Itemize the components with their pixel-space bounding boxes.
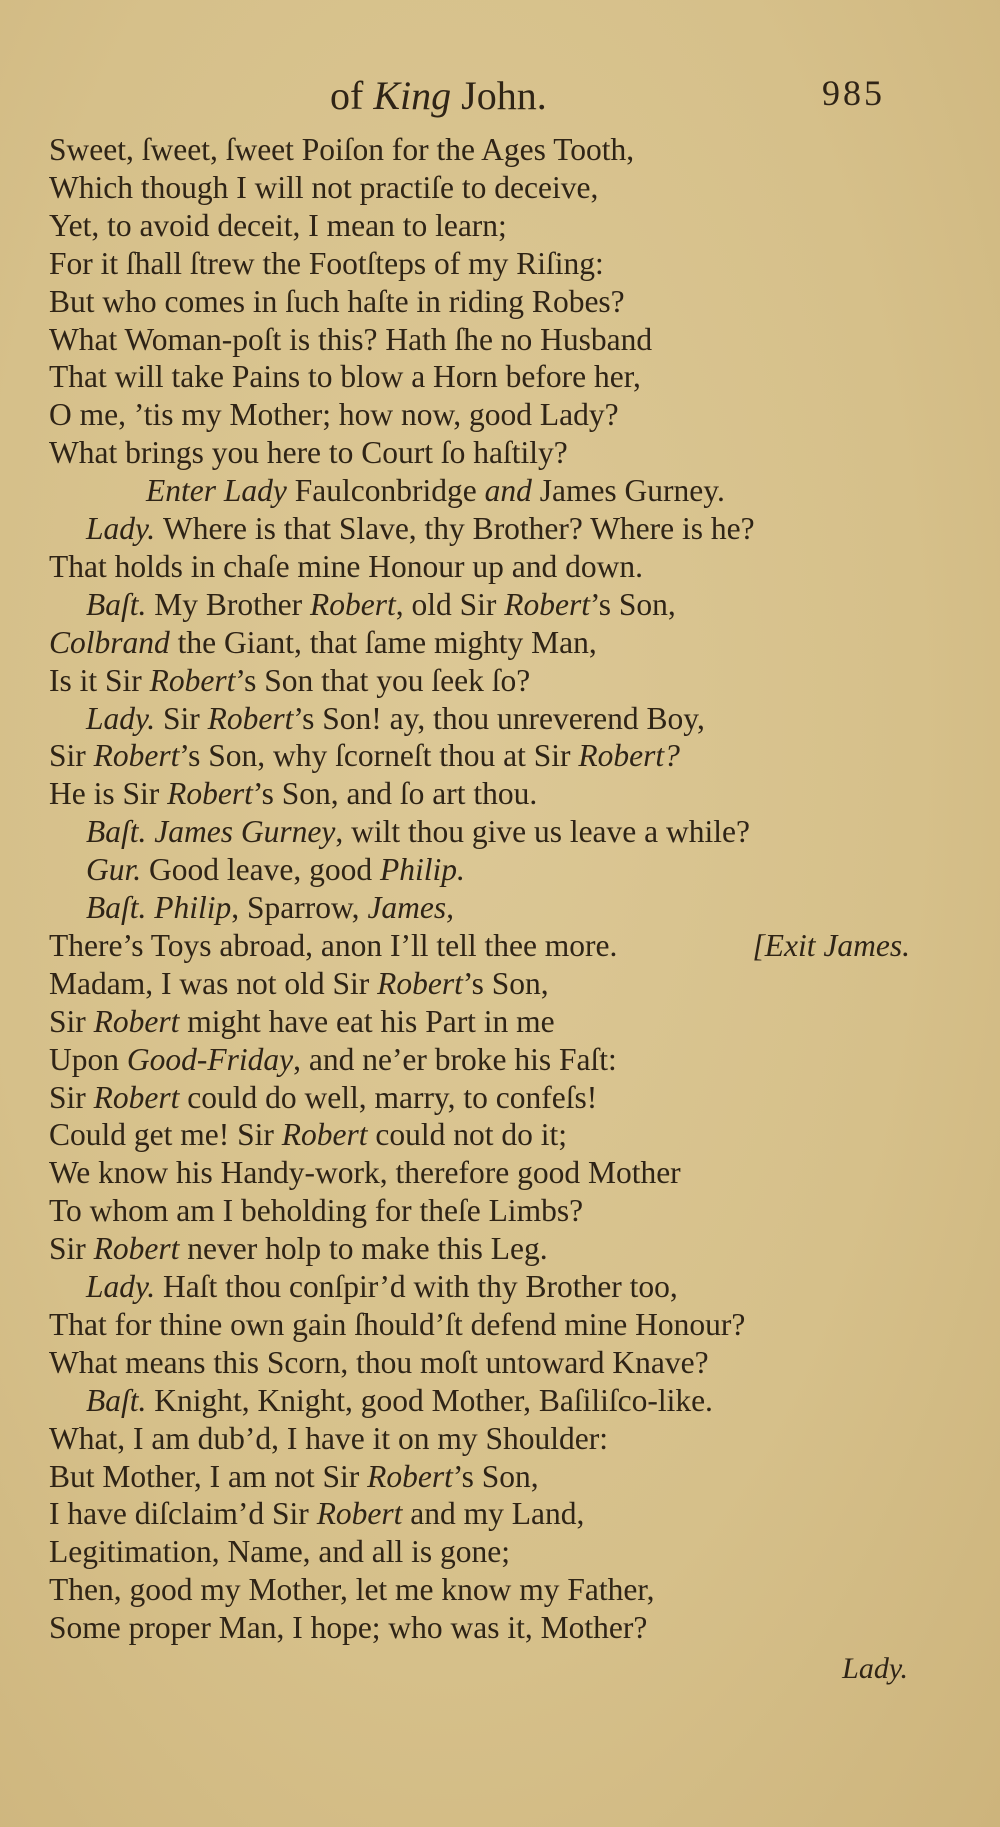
text-segment: , and ne’er broke his Faſt:	[293, 1041, 617, 1077]
italic-segment: Robert	[207, 700, 294, 736]
text-line	[49, 737, 680, 775]
text-segment: Then, good my Mother, let me know my Father,	[49, 1572, 655, 1608]
text-segment: To whom am I beholding for theſe Limbs?	[49, 1193, 584, 1229]
italic-segment: Philip.	[379, 852, 465, 888]
italic-segment: Lady.	[86, 700, 164, 736]
italic-segment: Lady.	[86, 1269, 164, 1304]
text-line	[49, 396, 619, 434]
text-segment: Sir	[163, 700, 208, 736]
text-line	[49, 1344, 709, 1382]
text-line	[49, 131, 634, 169]
text-line	[49, 1154, 681, 1192]
text-segment: Sir	[49, 738, 94, 774]
text-segment: Legitimation, Name, and all is gone;	[49, 1534, 511, 1570]
text-segment: What Woman-poſt is this? Hath ſhe no Husband	[49, 321, 653, 357]
text-line	[86, 851, 465, 889]
title-suffix: John.	[451, 73, 547, 118]
text-segment: ’s Son,	[462, 965, 549, 1001]
page-number: 985	[822, 73, 885, 113]
title-prefix: of	[330, 73, 374, 118]
text-line	[49, 321, 652, 359]
text-line	[49, 1495, 584, 1533]
text-segment: We know his Handy-work, therefore good Mother	[49, 1155, 681, 1191]
text-segment: Yet, to avoid deceit, I mean to learn;	[49, 207, 507, 243]
text-line	[49, 358, 641, 396]
italic-segment: Lady.	[86, 511, 164, 546]
text-line	[86, 1268, 678, 1306]
text-segment: But who comes in ſuch haſte in riding Robes?	[49, 283, 625, 319]
text-segment: That for thine own gain ſhould’ſt defend mine Honour?	[49, 1306, 746, 1342]
italic-segment: Robert	[309, 586, 396, 622]
text-segment: What, I am dub’d, I have it on my Shoulder:	[49, 1420, 609, 1456]
text-segment: There’s Toys abroad, anon I’ll tell thee more.	[49, 927, 618, 963]
stage-direction	[146, 472, 725, 510]
text-segment: That holds in chaſe mine Honour up and down.	[49, 548, 644, 584]
text-segment: , wilt thou give us leave a while?	[335, 814, 750, 850]
text-line	[49, 1571, 655, 1609]
text-segment: What means this Scorn, thou moſt untoward Knave?	[49, 1344, 709, 1380]
exit-direction: [Exit James.	[752, 927, 910, 963]
text-segment: Is it Sir	[49, 662, 150, 698]
text-segment: Where is that Slave, thy Brother? Where is he?	[163, 511, 755, 546]
text-segment: ’s Son,	[452, 1458, 539, 1494]
text-segment: could not do it;	[367, 1117, 567, 1153]
text-segment: ’s Son that you ſeek ſo?	[235, 662, 531, 698]
italic-segment: Good-Friday	[126, 1041, 294, 1077]
text-line	[86, 1382, 713, 1420]
text-segment: , Sparrow,	[231, 890, 368, 925]
italic-segment: Colbrand	[49, 624, 170, 660]
text-line	[49, 283, 625, 321]
italic-segment: James Gurney	[154, 814, 336, 850]
text-line	[49, 1041, 617, 1079]
text-segment: Sir	[49, 1231, 94, 1267]
text-segment: Faulconbridge	[294, 473, 485, 509]
italic-segment: Robert	[367, 1458, 453, 1494]
text-line	[49, 1458, 539, 1496]
text-line	[49, 1306, 745, 1344]
italic-segment: Baſt.	[86, 814, 155, 850]
title-italic: King	[373, 73, 452, 118]
text-line	[49, 1116, 567, 1154]
text-segment: He is Sir	[49, 776, 168, 812]
text-segment: Some proper Man, I hope; who was it, Mother?	[49, 1610, 648, 1646]
text-line	[49, 965, 549, 1003]
text-segment: Haſt thou conſpir’d with thy Brother too,	[163, 1269, 678, 1304]
italic-segment: Baſt.	[86, 586, 155, 622]
running-title	[330, 72, 547, 119]
text-segment: Good leave, good	[149, 852, 380, 888]
italic-segment: Robert	[149, 662, 236, 698]
italic-segment: Baſt. Philip	[86, 890, 232, 925]
text-line	[49, 624, 597, 662]
text-line	[49, 775, 537, 813]
italic-segment: Robert	[93, 1003, 180, 1039]
text-line	[49, 1533, 510, 1571]
text-segment: Which though I will not practiſe to deceive,	[49, 169, 599, 205]
text-segment: Sir	[49, 1079, 94, 1115]
italic-segment: Robert	[504, 586, 590, 622]
text-segment: O me, ’tis my Mother; how now, good Lady?	[49, 397, 619, 433]
text-segment: What brings you here to Court ſo haſtily?	[49, 435, 568, 471]
text-line	[49, 1079, 597, 1117]
text-line	[49, 169, 598, 207]
italic-segment: Robert	[281, 1117, 368, 1153]
text-segment: might have eat his Part in me	[179, 1003, 555, 1039]
text-line	[49, 1192, 583, 1230]
italic-segment: and	[484, 473, 540, 509]
text-segment: ’s Son,	[589, 586, 676, 622]
text-segment: , old Sir	[395, 586, 505, 622]
text-segment: ’s Son, why ſcorneſt thou at Sir	[179, 738, 579, 774]
italic-segment: Robert	[93, 1079, 180, 1115]
italic-segment: Robert	[167, 776, 253, 812]
italic-segment: Gur.	[86, 852, 150, 888]
text-segment: My Brother	[154, 586, 310, 622]
italic-segment: Robert	[316, 1496, 403, 1532]
text-line	[49, 662, 530, 700]
text-segment: Upon	[49, 1041, 127, 1077]
text-segment: Knight, Knight, good Mother, Baſiliſco-like.	[154, 1382, 713, 1418]
text-line	[86, 510, 755, 548]
text-line	[49, 434, 568, 472]
italic-segment: Robert	[93, 738, 180, 774]
text-segment: James Gurney.	[539, 473, 725, 509]
text-segment: Could get me! Sir	[49, 1117, 282, 1153]
text-line	[49, 1420, 608, 1458]
text-line	[86, 586, 676, 624]
text-line	[49, 1003, 555, 1041]
text-segment: That will take Pains to blow a Horn before her,	[49, 359, 641, 395]
text-line	[49, 1230, 548, 1268]
text-segment: For it ſhall ſtrew the Footſteps of my Riſing:	[49, 245, 604, 281]
text-segment: ’s Son, and ſo art thou.	[252, 776, 538, 812]
italic-segment: Baſt.	[86, 1382, 155, 1418]
text-segment: and my Land,	[402, 1496, 585, 1532]
text-segment: the Giant, that ſame mighty Man,	[169, 624, 597, 660]
text-segment: Madam, I was not old Sir	[49, 965, 378, 1001]
text-segment: Sweet, ſweet, ſweet Poiſon for the Ages Tooth,	[49, 132, 635, 167]
text-line	[49, 207, 507, 245]
text-segment: Sir	[49, 1003, 94, 1039]
text-line	[49, 1609, 647, 1647]
catchword: Lady.	[842, 1652, 908, 1685]
text-segment: But Mother, I am not Sir	[49, 1458, 368, 1494]
text-line	[49, 927, 617, 965]
text-segment: never holp to make this Leg.	[179, 1231, 548, 1267]
text-line	[86, 813, 750, 851]
text-segment: I have diſclaim’d Sir	[49, 1496, 317, 1532]
italic-segment: Robert?	[578, 738, 680, 774]
text-segment: could do well, marry, to confeſs!	[179, 1079, 598, 1115]
text-line	[86, 889, 454, 927]
text-line	[49, 548, 643, 586]
italic-segment: Robert	[93, 1231, 180, 1267]
text-line	[86, 700, 705, 738]
italic-segment: Robert	[377, 965, 463, 1001]
running-header	[0, 72, 1000, 122]
italic-segment: James,	[367, 890, 455, 925]
text-line	[49, 245, 604, 283]
italic-segment: Enter Lady	[146, 473, 295, 509]
text-segment: ’s Son! ay, thou unreverend Boy,	[293, 700, 705, 736]
